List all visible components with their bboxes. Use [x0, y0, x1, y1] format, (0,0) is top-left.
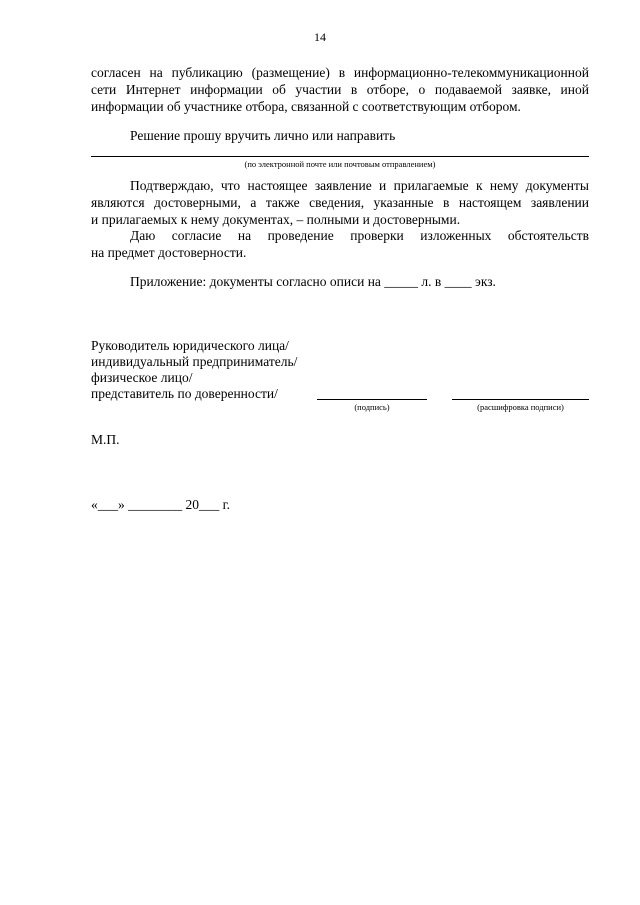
verify-line-2: на предмет достоверности. — [91, 245, 247, 260]
attachment-line — [130, 274, 496, 291]
decision-request: Решение прошу вручить лично или направить — [130, 128, 396, 143]
confirm-line-1: Подтверждаю, что настоящее заявление и прилагаемые к нему документы — [130, 178, 589, 193]
signature-caption: (подпись) — [354, 402, 390, 412]
confirm-line-2: являются достоверными, а также сведения, указанные в настоящем заявлении — [91, 195, 589, 210]
consent-line-3: информации об участнике отбора, связанной с соответствующим отбором. — [91, 99, 521, 114]
signer-role-3: физическое лицо/ — [91, 370, 193, 385]
attachment-text-3: экз. — [471, 274, 496, 289]
page-number: 14 — [314, 30, 326, 44]
consent-line-1: согласен на публикацию (размещение) в информационно-телекоммуникационной — [91, 65, 589, 80]
signature-line[interactable] — [317, 399, 427, 400]
delivery-method-line[interactable] — [91, 156, 589, 157]
signer-role-2: индивидуальный предприниматель/ — [91, 354, 298, 369]
signature-decryption-caption: (расшифровка подписи) — [477, 402, 564, 412]
copies-count-blank[interactable]: ____ — [444, 274, 472, 289]
confirm-line-3: и прилагаемых к нему документах, – полными и достоверными. — [91, 212, 461, 227]
consent-line-2: сети Интернет информации об участии в отборе, о подаваемой заявке, иной — [91, 82, 589, 97]
signer-role-1: Руководитель юридического лица/ — [91, 338, 289, 353]
verify-line-1: Даю согласие на проведение проверки изложенных обстоятельств — [130, 228, 589, 243]
attachment-text-1: Приложение: документы согласно описи на — [130, 274, 385, 289]
signature-decryption-line[interactable] — [452, 399, 589, 400]
signer-role-4: представитель по доверенности/ — [91, 386, 278, 401]
delivery-method-caption: (по электронной почте или почтовым отправлением) — [244, 159, 436, 169]
date-line[interactable]: «___» ________ 20___ г. — [91, 497, 231, 512]
pages-count-blank[interactable]: _____ — [384, 274, 419, 289]
attachment-text-2: л. в — [418, 274, 445, 289]
seal-place-label: М.П. — [91, 432, 120, 447]
